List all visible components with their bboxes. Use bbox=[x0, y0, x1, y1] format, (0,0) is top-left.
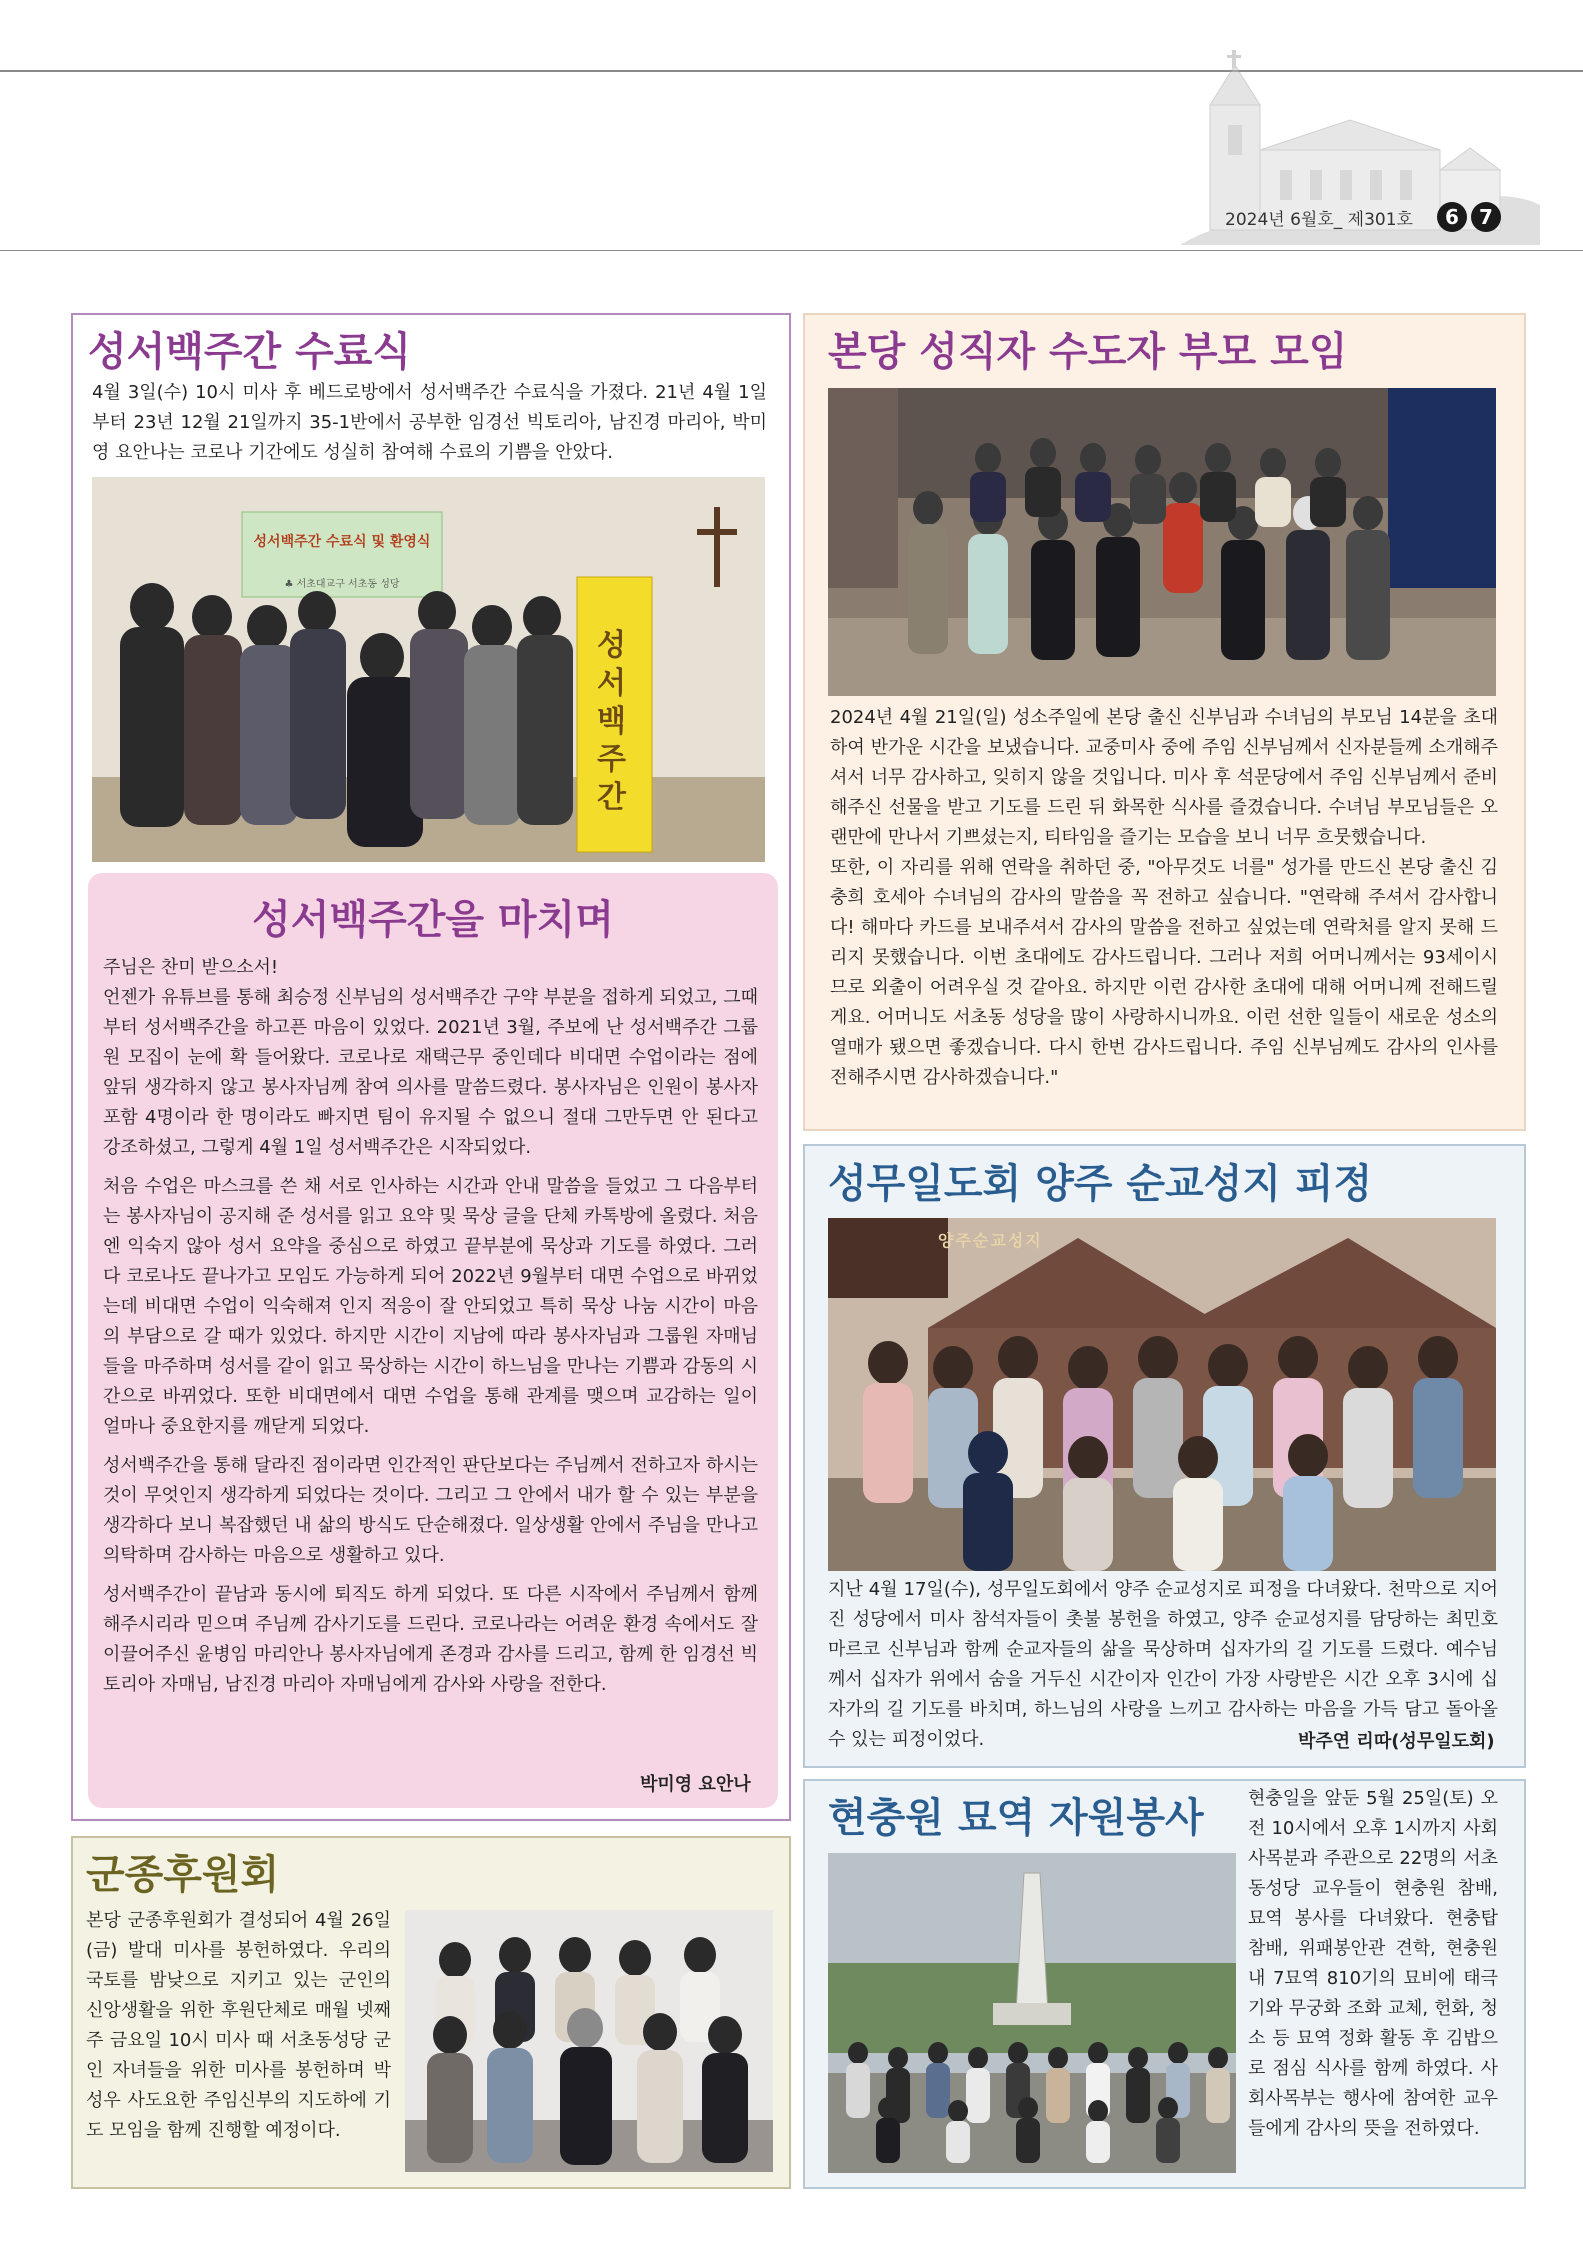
parents-title: 본당 성직자 수도자 부모 모임 bbox=[828, 329, 1348, 375]
military-photo bbox=[405, 1910, 773, 2172]
bible-completion-intro: 4월 3일(수) 10시 미사 후 베드로방에서 성서백주간 수료식을 가졌다. 21년 4월 1일부터 23년 12월 21일까지 35-1반에서 공부한 임경선 빅토리아, 남진경 마리아, 박미영 요안나는 코로나 기간에도 성실히 참여해 수료의 기쁨을 안았다. bbox=[92, 382, 767, 463]
pilgrimage-photo bbox=[828, 1218, 1496, 1571]
bible-completion-photo bbox=[92, 477, 765, 862]
parents-photo bbox=[828, 388, 1496, 696]
parents-paragraph: 2024년 4월 21일(일) 성소주일에 본당 출신 신부님과 수녀님의 부모님 14분을 초대하여 반가운 시간을 보냈습니다. 교중미사 중에 주임 신부님께서 신자분들께 소개해주셔서 너무 감사하고, 잊히지 않을 것입니다. 미사 후 석문당에서 주임 신부님께서 준비해주신 선물을 받고 기도를 드린 뒤 화목한 식사를 즐겼습니다. 수녀님 부모님들은 오랜만에 만나서 기쁘셨는지, 티타임을 즐기는 모습을 보니 너무 흐뭇했습니다. bbox=[830, 707, 1498, 848]
bible-completion-title: 성서백주간 수료식 bbox=[88, 329, 412, 375]
pilgrimage-signature: 박주연 리따(성무일도회) bbox=[1298, 1731, 1495, 1752]
photo-scroll-text: 성서백주간 bbox=[597, 628, 626, 815]
cemetery-photo bbox=[828, 1853, 1236, 2173]
bible-finish-paragraph: 성서백주간을 통해 달라진 점이라면 인간적인 판단보다는 주님께서 전하고자 하시는 것이 무엇인지 생각하게 되었다는 것이다. 그리고 그 안에서 내가 할 수 있는 부분을 생각하다 보니 복잡했던 내 삶의 방식도 단순해졌다. 일상생활 안에서 주님을 만나고 의탁하며 감사하는 마음으로 생활하고 있다. bbox=[103, 1455, 758, 1566]
bible-finish-paragraph: 성서백주간이 끝남과 동시에 퇴직도 하게 되었다. 또 다른 시작에서 주님께서 함께 해주시리라 믿으며 주님께 감사기도를 드린다. 코로나라는 어려운 환경 속에서도 잘 이끌어주신 윤병임 마리안나 봉사자님에게 존경과 감사를 드리고, 함께 한 임경선 빅토리아 자매님, 남진경 마리아 자매님에게 감사와 사랑을 전한다. bbox=[103, 1584, 758, 1695]
bible-finish-body bbox=[103, 953, 758, 1709]
parents-body bbox=[830, 703, 1498, 1093]
bible-finish-title: 성서백주간을 마치며 bbox=[252, 897, 614, 943]
pilgrimage-title: 성무일도회 양주 순교성지 피정 bbox=[828, 1161, 1373, 1207]
cemetery-text: 현충일을 앞둔 5월 25일(토) 오전 10시에서 오후 1시까지 사회사목분과 주관으로 22명의 서초동성당 교우들이 현충원 참배, 묘역 봉사를 다녀왔다. 현충탑 참배, 위패봉안관 견학, 현충원 내 7묘역 810기의 묘비에 태극기와 무궁화 조화 교체, 헌화, 청소 등 묘역 정화 활동 후 김밥으로 점심 식사를 함께 하였다. 사회사목부는 행사에 참여한 교우들에게 감사의 뜻을 전하였다. bbox=[1248, 1788, 1498, 2139]
cemetery-title: 현충원 묘역 자원봉사 bbox=[828, 1795, 1204, 1841]
pilgrimage-photo-sign: 양주순교성지 bbox=[938, 1231, 1043, 1250]
photo-banner-text: 성서백주간 수료식 및 환영식 bbox=[253, 534, 431, 550]
issue-label: 2024년 6월호_ 제301호 bbox=[1225, 210, 1413, 230]
parents-paragraph: 또한, 이 자리를 위해 연락을 취하던 중, "아무것도 너를" 성가를 만드신 본당 출신 김충희 호세아 수녀님의 감사의 말씀을 꼭 전하고 싶습니다. "연락해 주셔서 감사합니다! 해마다 카드를 보내주셔서 감사의 말씀을 전하고 싶었는데 연락처를 알지 못해 드리지 못했습니다. 이번 초대에도 감사드립니다. 그러나 저희 어머니께서는 93세이시므로 외출이 어려우실 것 같아요. 하지만 이런 감사한 초대에 대해 어머니께 전해드릴게요. 어머니도 서초동 성당을 많이 사랑하시니까요. 이런 선한 일들이 새로운 성소의 열매가 됐으면 좋겠습니다. 다시 한번 감사드립니다. 주임 신부님께도 감사의 인사를 전해주시면 감사하겠습니다." bbox=[830, 857, 1498, 1088]
page-number-right: 7 bbox=[1471, 202, 1501, 232]
header-bottom-rule bbox=[0, 250, 1583, 251]
photo-banner-subtext: ♣ 서초대교구 서초동 성당 bbox=[284, 579, 400, 590]
military-text: 본당 군종후원회가 결성되어 4월 26일(금) 발대 미사를 봉헌하였다. 우리의 국토를 밤낮으로 지키고 있는 군인의 신앙생활을 위한 후원단체로 매월 넷째 주 금요일 10시 미사 때 서초동성당 군인 자녀들을 위한 미사를 봉헌하며 박성우 사도요한 주임신부의 지도하에 기도 모임을 함께 진행할 예정이다. bbox=[86, 1910, 391, 2141]
page-number-left: 6 bbox=[1437, 202, 1467, 232]
bible-finish-signature: 박미영 요안나 bbox=[640, 1774, 751, 1795]
military-title: 군종후원회 bbox=[86, 1852, 280, 1898]
bible-finish-paragraph: 처음 수업은 마스크를 쓴 채 서로 인사하는 시간과 안내 말씀을 들었고 그 다음부터는 봉사자님이 공지해 준 성서를 읽고 요약 및 묵상 글을 단체 카톡방에 올렸다. 처음엔 익숙지 않아 성서 요약을 중심으로 하였고 끝부분에 묵상과 기도를 하였다. 그러다 코로나도 끝나가고 모임도 가능하게 되어 2022년 9월부터 대면 수업으로 바뀌었는데 비대면 수업이 익숙해져 인지 적응이 잘 안되었고 특히 묵상 나눔 시간이 마음의 부담으로 갈 때가 있었다. 하지만 시간이 지남에 따라 봉사자님과 그룹원 자매님들을 마주하며 성서를 같이 읽고 묵상하는 시간이 하느님을 만나는 기쁨과 감동의 시간으로 바뀌었다. 또한 비대면에서 대면 수업을 통해 관계를 맺으며 교감하는 일이 얼마나 중요한지를 깨닫게 되었다. bbox=[103, 1176, 758, 1437]
bible-finish-paragraph: 주님은 찬미 받으소서! 언젠가 유튜브를 통해 최승정 신부님의 성서백주간 구약 부분을 접하게 되었고, 그때부터 성서백주간을 하고픈 마음이 있었다. 2021년 3월, 주보에 난 성서백주간 그룹원 모집이 눈에 확 들어왔다. 코로나로 재택근무 중인데다 비대면 수업이라는 점에 앞뒤 생각하지 않고 봉사자님께 참여 의사를 말씀드렸다. 봉사자님은 인원이 봉사자 포함 4명이라 한 명이라도 빠지면 팀이 유지될 수 없으니 절대 그만두면 안 된다고 강조하셨고, 그렇게 4월 1일 성서백주간은 시작되었다. bbox=[103, 957, 758, 1158]
pilgrimage-text: 지난 4월 17일(수), 성무일도회에서 양주 순교성지로 피정을 다녀왔다. 천막으로 지어진 성당에서 미사 참석자들이 촛불 봉헌을 하였고, 양주 순교성지를 담당하는 최민호 마르코 신부님과 함께 순교자들의 삶을 묵상하며 십자가의 길 기도를 드렸다. 예수님께서 십자가 위에서 숨을 거두신 시간이자 인간이 가장 사랑받은 시간 오후 3시에 십자가의 길 기도를 바치며, 하느님의 사랑을 느끼고 감사하는 마음을 가득 담고 돌아올 수 있는 피정이었다. bbox=[828, 1579, 1498, 1750]
